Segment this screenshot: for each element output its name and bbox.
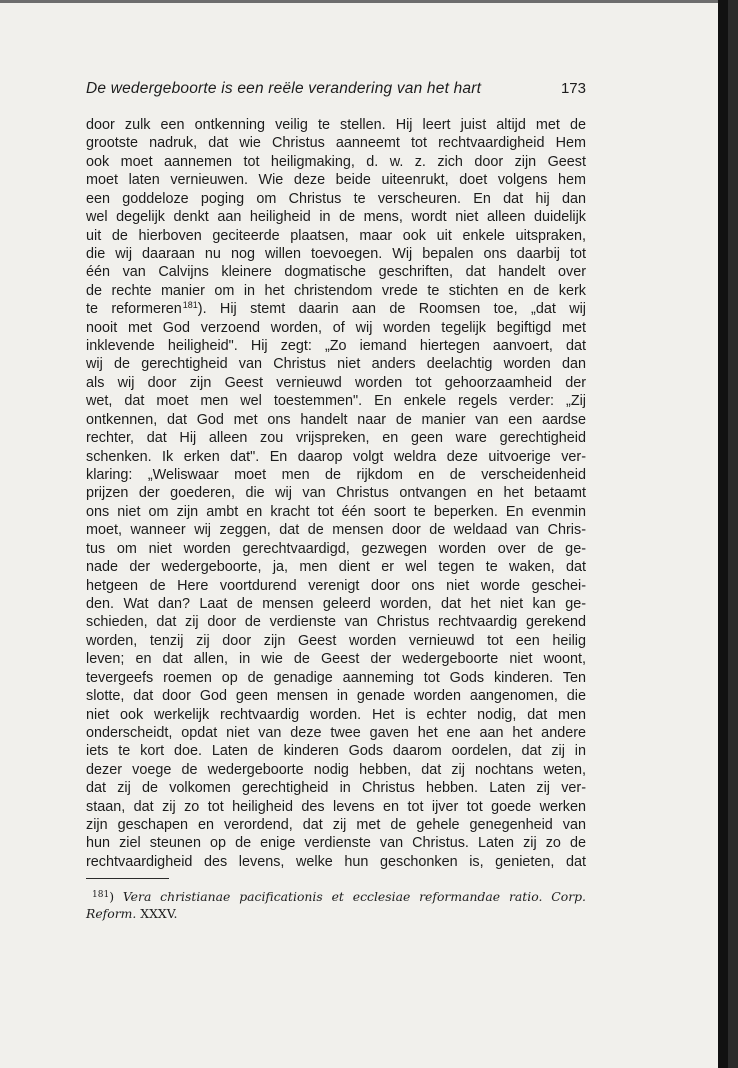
text-line: tus om niet worden gerechtvaardigd, gezwegen worden over de ge- (86, 540, 586, 557)
text-line: één van Calvijns kleinere dogmatische geschriften, dat handelt over (86, 264, 586, 281)
text-line: schieden, dat zij door de verdienste van Christus rechtvaardig gerekend (86, 614, 586, 631)
text-line: hetgeen de Here voortdurend verenigt door ons niet worde geschei- (86, 577, 586, 594)
text-line: de rechte manier om in het christendom vrede te stichten en de kerk (86, 282, 586, 299)
text-line: ook moet aannemen tot heiligmaking, d. w. z. zich door zijn Geest (86, 153, 586, 170)
text-line-with-footnote-ref (86, 300, 586, 318)
footnote-reference-title: Vera christianae pacificationis et ecclesiae reformandae ratio. Corp. (122, 889, 586, 904)
footnote-reference-source: Reform. (86, 906, 137, 921)
text-line: die wij daaraan nu nog willen toevoegen. Wij bepalen ons daarbij tot (86, 245, 586, 262)
text-line: hun ziel steunen op de enige verdienste van Christus. Laten zij zo de (86, 835, 586, 852)
text-line: ontkennen, dat God met ons handelt naar de manier van een aardse (86, 411, 586, 428)
footnote-divider (86, 878, 169, 879)
text-line: onderscheidt, opdat niet van deze twee gaven het ene aan het andere (86, 724, 586, 741)
text-line: wij de gerechtigheid van Christus niet anders deelachtig worden dan (86, 356, 586, 373)
text-line: rechtvaardigheid des levens, welke hun geschonken is, genieten, dat (86, 853, 586, 870)
text-line: niet ook werkelijk rechtvaardig worden. Het is echter nodig, dat men (86, 706, 586, 723)
page-header (86, 80, 586, 102)
text-line: grootste nadruk, dat wie Christus aanneemt tot rechtvaardigheid Hem (86, 135, 586, 152)
text-line: staan, dat zij zo tot heiligheid des levens en tot ijver tot goede werken (86, 798, 586, 815)
text-line: klaring: „Weliswaar moet men de rijkdom en de verscheidenheid (86, 467, 586, 484)
text-line: dat zij de volkomen gerechtigheid in Christus hebben. Laten zij ver- (86, 780, 586, 797)
text-line: tevergeefs roemen op de genadige aanneming tot Gods kinderen. Ten (86, 669, 586, 686)
text-line: een goddeloze poging om Christus te verscheuren. En dat hij dan (86, 190, 586, 207)
footnote-line (86, 905, 586, 922)
text-line: moet, wanneer wij zeggen, dat de mensen door de weldaad van Chris- (86, 522, 586, 539)
text-line: den. Wat dan? Laat de mensen geleerd worden, dat het niet kan ge- (86, 595, 586, 612)
text-line: rechter, dat Hij alleen zou vrijspreken, en geen ware gerechtigheid (86, 430, 586, 447)
text-segment: ). Hij stemt daarin aan de Roomsen toe, „dat wij (197, 301, 586, 318)
text-line: moet laten vernieuwen. Wie deze beide uiteenrukt, doet volgens hem (86, 172, 586, 189)
text-line: door zulk een ontkenning veilig te stellen. Hij leert juist altijd met de (86, 117, 586, 133)
page-top-edge (0, 0, 728, 3)
text-line: schenken. Ik erken dat". En daarop volgt weldra deze uitvoerige ver- (86, 448, 586, 465)
text-line: wel degelijk denkt aan heiligheid in de mens, wordt niet alleen duidelijk (86, 209, 586, 226)
text-line: zijn geschapen en verordend, dat zij met de gehele genegenheid van (86, 817, 586, 834)
running-title: De wedergeboorte is een reële verandering van het hart (86, 80, 482, 97)
scan-edge-shadow (718, 0, 728, 1068)
text-line: uit de hierboven geciteerde plaatsen, maar ook uit enkele uitspraken, (86, 227, 586, 244)
text-segment: te reformeren (86, 301, 182, 318)
text-line: nade der wedergeboorte, ja, men dient er wel tegen te waken, dat (86, 559, 586, 576)
text-line: als wij door zijn Geest vernieuwd worden tot gehoorzaamheid der (86, 374, 586, 391)
text-line: worden, tenzij zij door zijn Geest worden vernieuwd tot een heilig (86, 632, 586, 649)
footnote (86, 888, 586, 922)
text-line: iets te kort doe. Laten de kinderen Gods daarom oordelen, dat zij in (86, 743, 586, 760)
text-line: slotte, dat door God geen mensen in genade worden aangenomen, die (86, 688, 586, 705)
text-line: ons niet om zijn ambt en kracht tot één soort te beperken. En evenmin (86, 503, 586, 520)
text-line: prijzen der goederen, die wij van Christus ontvangen en het betaamt (86, 485, 586, 502)
text-line: inklevende heiligheid". Hij zegt: „Zo iemand hiertegen aanvoert, dat (86, 338, 586, 355)
text-line: leven; en dat allen, in wie de Geest der wedergeboorte niet woont, (86, 651, 586, 668)
text-line: wet, dat moet men wel toestemmen". En enkele regels verder: „Zij (86, 393, 586, 410)
text-line: dezer voege de wedergeboorte nodig hebben, dat zij nochtans weten, (86, 761, 586, 778)
body-text (86, 116, 586, 871)
footnote-line: $^{181}$) Vera christianae pacificationis et ecclesiae reformandae ratio. Corp. (92, 889, 586, 904)
footnote-number: 181 (92, 890, 110, 900)
text-line: nooit met God verzoend worden, of wij worden tegelijk begiftigd met (86, 319, 586, 336)
footnote-volume: XXXV. (136, 906, 178, 921)
page-number: 173 (560, 80, 586, 97)
footnote-reference: 181 (182, 300, 198, 311)
